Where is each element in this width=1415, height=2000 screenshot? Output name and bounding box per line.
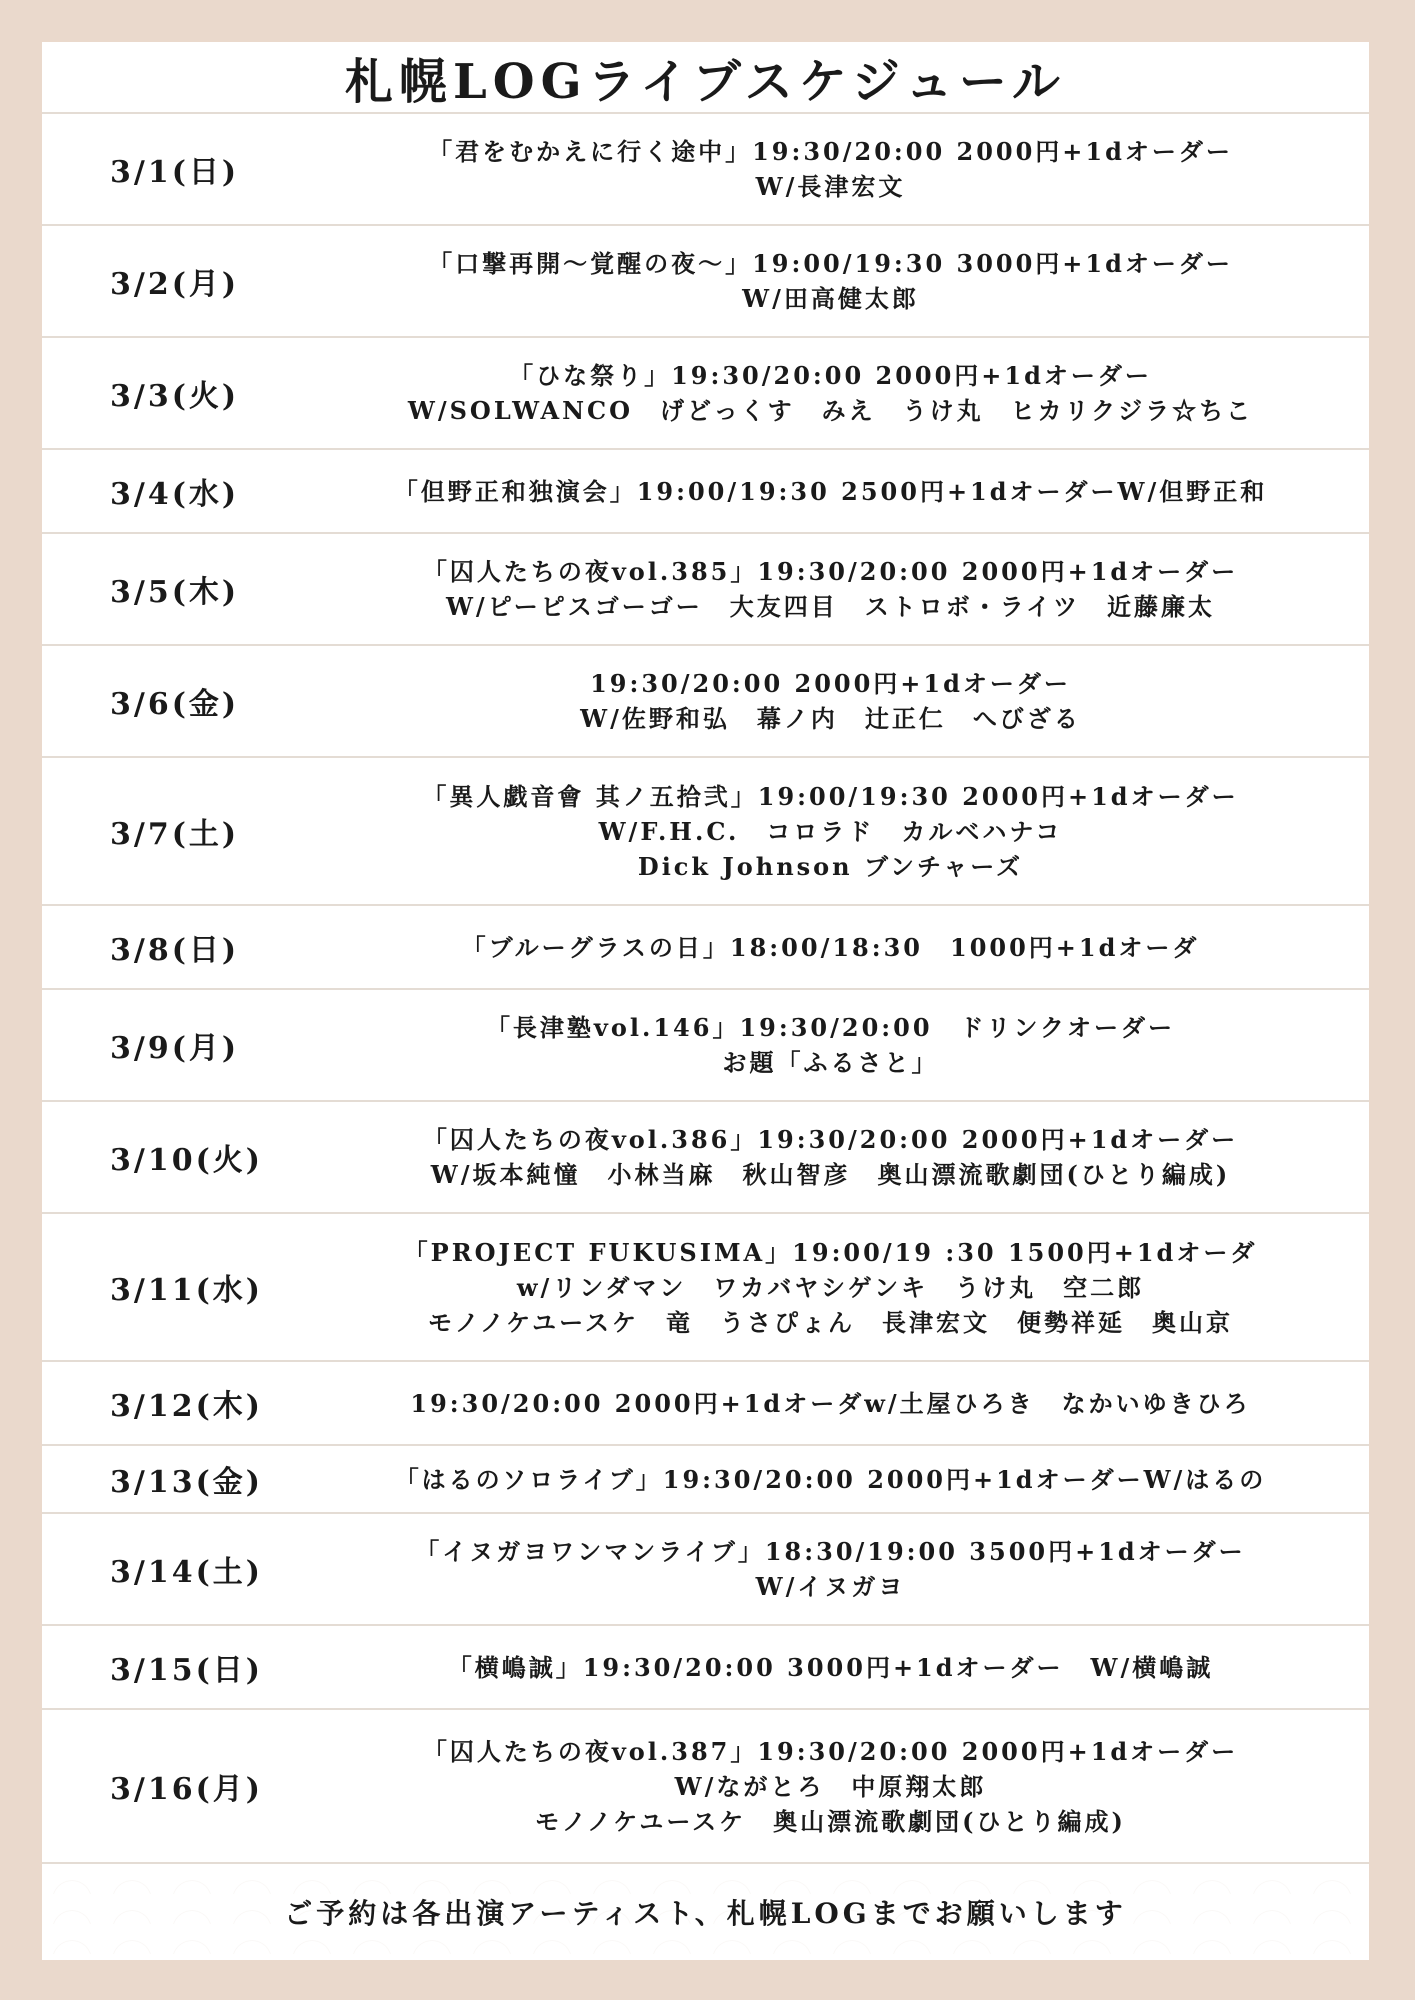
- event-date: 3/15(日): [110, 1653, 263, 1688]
- event-date: 3/6(金): [110, 687, 240, 722]
- event-details: [312, 1462, 1369, 1497]
- event-date: 3/4(水): [110, 477, 240, 512]
- event-detail-line: W/イヌガヨ: [755, 1572, 906, 1601]
- event-detail-line: W/佐野和弘 幕ノ内 辻正仁 へびざる: [580, 704, 1081, 733]
- event-detail-line: Dick Johnson ブンチャーズ: [637, 851, 1024, 881]
- event-detail-line: W/ながとろ 中原翔太郎: [674, 1771, 987, 1801]
- event-date: 3/1(日): [110, 155, 240, 190]
- event-detail-line: 19:30/20:00 2000円+1dオーダー: [590, 669, 1071, 698]
- schedule-row: [42, 224, 1369, 336]
- event-date: 3/14(土): [110, 1555, 263, 1590]
- event-detail-line: お題「ふるさと」: [722, 1048, 939, 1077]
- event-detail-line: 「PROJECT FUKUSIMA」19:00/19 :30 1500円+1dオーダ: [403, 1237, 1258, 1267]
- event-date: 3/8(日): [110, 933, 240, 968]
- schedule-row: [42, 988, 1369, 1100]
- event-date: 3/10(火): [110, 1143, 263, 1178]
- schedule-row: [42, 1624, 1369, 1708]
- event-details: [312, 1650, 1369, 1685]
- event-details: [312, 358, 1369, 428]
- schedule-row: [42, 1708, 1369, 1862]
- event-details: [312, 1235, 1369, 1340]
- event-details: [312, 930, 1369, 965]
- event-detail-line: 「イヌガヨワンマンライブ」18:30/19:00 3500円+1dオーダー: [415, 1537, 1246, 1566]
- event-details: [312, 1010, 1369, 1080]
- event-detail-line: 「ブルーグラスの日」18:00/18:30 1000円+1dオーダ: [461, 932, 1200, 962]
- event-detail-line: 「異人戯音會 其ノ五拾弐」19:00/19:30 2000円+1dオーダー: [422, 781, 1239, 811]
- event-date: 3/7(土): [110, 817, 240, 852]
- event-detail-line: 「囚人たちの夜vol.387」19:30/20:00 2000円+1dオーダー: [422, 1736, 1239, 1766]
- schedule-card: [42, 42, 1369, 1958]
- event-detail-line: 「君をむかえに行く途中」19:30/20:00 2000円+1dオーダー: [428, 137, 1233, 166]
- schedule-row: [42, 448, 1369, 532]
- event-details: [312, 1734, 1369, 1839]
- event-detail-line: モノノケユースケ 奥山漂流歌劇団(ひとり編成): [535, 1806, 1126, 1836]
- schedule-row: [42, 336, 1369, 448]
- event-detail-line: W/長津宏文: [755, 172, 906, 201]
- schedule-row: [42, 1512, 1369, 1624]
- event-details: [312, 554, 1369, 624]
- event-date: 3/3(火): [110, 379, 240, 414]
- event-detail-line: 「はるのソロライブ」19:30/20:00 2000円+1dオーダーW/はるの: [394, 1464, 1267, 1494]
- event-details: [312, 1534, 1369, 1604]
- event-details: [312, 1386, 1369, 1421]
- event-detail-line: 「囚人たちの夜vol.385」19:30/20:00 2000円+1dオーダー: [422, 557, 1239, 586]
- event-details: [312, 134, 1369, 204]
- event-date: 3/2(月): [110, 267, 240, 302]
- event-details: [312, 246, 1369, 316]
- reservation-note: ご予約は各出演アーティスト、札幌LOGまでお願いします: [42, 1862, 1369, 1960]
- schedule-row: [42, 112, 1369, 224]
- event-details: [312, 666, 1369, 736]
- event-details: [312, 779, 1369, 884]
- event-detail-line: 「長津塾vol.146」19:30/20:00 ドリンクオーダー: [485, 1013, 1176, 1042]
- event-detail-line: W/田高健太郎: [742, 284, 919, 313]
- event-detail-line: 「口撃再開〜覚醒の夜〜」19:00/19:30 3000円+1dオーダー: [428, 249, 1233, 278]
- event-detail-line: 「但野正和独演会」19:00/19:30 2500円+1dオーダーW/但野正和: [393, 476, 1268, 506]
- event-date: 3/13(金): [110, 1465, 263, 1500]
- schedule-row: [42, 1360, 1369, 1444]
- event-date: 3/9(月): [110, 1031, 240, 1066]
- event-date: 3/12(木): [110, 1389, 263, 1424]
- event-date: 3/11(水): [110, 1273, 263, 1308]
- schedule-row: [42, 904, 1369, 988]
- event-details: [312, 474, 1369, 509]
- schedule-row: [42, 756, 1369, 904]
- schedule-row: [42, 1212, 1369, 1360]
- schedule-row: [42, 1100, 1369, 1212]
- event-detail-line: 19:30/20:00 2000円+1dオーダw/土屋ひろき なかいゆきひろ: [410, 1388, 1251, 1418]
- event-detail-line: 「囚人たちの夜vol.386」19:30/20:00 2000円+1dオーダー: [422, 1125, 1239, 1154]
- event-detail-line: 「ひな祭り」19:30/20:00 2000円+1dオーダー: [509, 361, 1152, 390]
- event-detail-line: W/SOLWANCO げどっくす みえ うけ丸 ヒカリクジラ☆ちこ: [407, 396, 1254, 425]
- event-detail-line: W/F.H.C. コロラド カルベハナコ: [598, 816, 1063, 846]
- event-detail-line: 「横嶋誠」19:30/20:00 3000円+1dオーダー W/横嶋誠: [447, 1652, 1214, 1682]
- schedule-row: [42, 644, 1369, 756]
- event-date: 3/5(木): [110, 575, 240, 610]
- page-title: 札幌LOGライブスケジュール: [345, 53, 1066, 110]
- event-detail-line: w/リンダマン ワカバヤシゲンキ うけ丸 空二郎: [516, 1272, 1145, 1302]
- event-details: [312, 1122, 1369, 1192]
- schedule-row: [42, 532, 1369, 644]
- event-detail-line: モノノケユースケ 竜 うさぴょん 長津宏文 便勢祥延 奥山京: [428, 1307, 1233, 1337]
- schedule-row: [42, 1444, 1369, 1512]
- event-detail-line: W/坂本純憧 小林当麻 秋山智彦 奥山漂流歌劇団(ひとり編成): [430, 1160, 1231, 1189]
- event-date: 3/16(月): [110, 1772, 263, 1807]
- event-detail-line: W/ピーピスゴーゴー 大友四目 ストロボ・ライツ 近藤廉太: [445, 592, 1216, 621]
